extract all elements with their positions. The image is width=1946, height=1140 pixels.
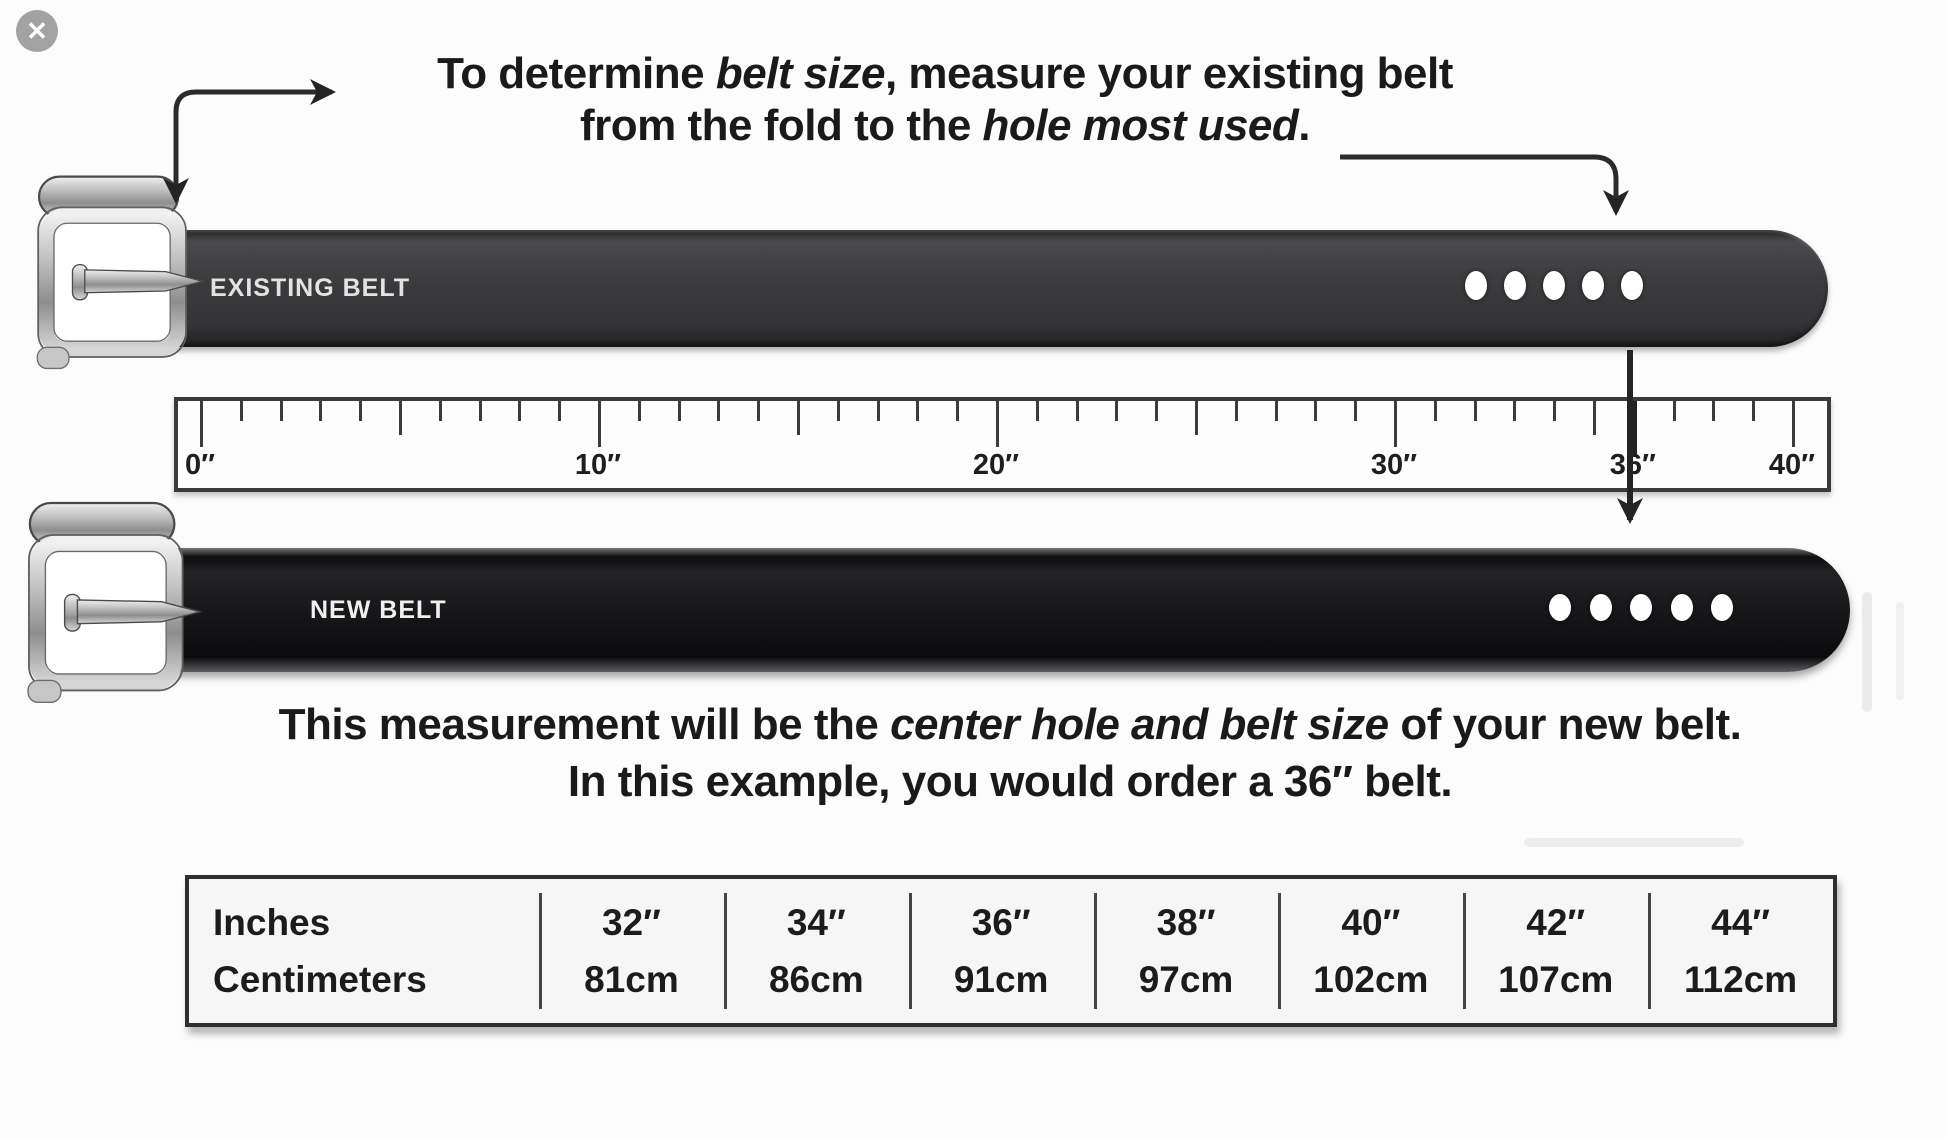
centimeters-value: 91cm	[953, 959, 1049, 1000]
instruction-segment: To determine	[437, 49, 716, 98]
size-column	[1463, 879, 1648, 1023]
belt-hole	[1671, 594, 1693, 621]
existing-belt-label: EXISTING BELT	[210, 274, 411, 302]
belt-hole	[1465, 271, 1487, 300]
existing-belt-buckle-icon	[32, 166, 208, 372]
ruler-label: 30″	[1370, 449, 1418, 481]
belt-hole	[1630, 594, 1652, 621]
ruler-tick	[678, 401, 681, 421]
inches-value: 32″	[601, 901, 661, 943]
instruction-line-1	[0, 48, 1890, 100]
ruler-tick	[1275, 401, 1278, 421]
centimeters-value: 107cm	[1498, 959, 1614, 1000]
ruler-tick	[1235, 401, 1238, 421]
ruler-tick	[1513, 401, 1516, 421]
centimeters-value: 86cm	[768, 959, 864, 1000]
ruler-tick	[1036, 401, 1039, 421]
instruction-segment: from the fold to the	[579, 100, 983, 150]
ruler-tick	[916, 401, 919, 421]
ruler-tick	[240, 401, 243, 421]
belt-hole	[1504, 271, 1526, 300]
inches-value: 34″	[786, 901, 846, 943]
ruler-tick	[359, 401, 362, 421]
ruler-tick	[717, 401, 720, 421]
ruler-tick	[558, 401, 561, 421]
inches-value: 42″	[1526, 901, 1586, 943]
ruler-label: 0″	[184, 449, 216, 481]
ruler-label: 36″	[1609, 449, 1656, 481]
ruler-tick	[399, 401, 402, 435]
ruler-tick	[1354, 401, 1357, 421]
belt-hole	[1549, 594, 1571, 621]
ruler-tick	[280, 401, 283, 421]
inches-row-label: Inches	[213, 901, 331, 943]
ruler-tick	[200, 401, 203, 447]
size-column	[1094, 879, 1279, 1023]
size-column	[1278, 879, 1463, 1023]
ruler-tick	[877, 401, 880, 421]
belt-tip	[37, 347, 69, 368]
instruction-text	[0, 48, 1890, 152]
inches-value: 38″	[1156, 901, 1216, 943]
belt-tip	[28, 680, 61, 702]
ruler-tick	[757, 401, 760, 421]
centimeters-value: 97cm	[1138, 959, 1234, 1000]
ruler-tick	[956, 401, 959, 421]
hole-most-used-arrow	[1340, 157, 1616, 212]
ruler-tick	[837, 401, 840, 421]
ruler-tick	[598, 401, 601, 447]
existing-belt	[150, 230, 1828, 347]
image-artifact	[1862, 592, 1872, 712]
ruler-tick	[1553, 401, 1556, 421]
instruction-segment: .	[1298, 100, 1310, 150]
inches-value: 44″	[1711, 901, 1771, 943]
size-table	[185, 875, 1837, 1027]
belt-hole	[1711, 594, 1733, 621]
existing-belt-holes	[150, 230, 1828, 347]
inches-value: 40″	[1341, 901, 1401, 943]
ruler-tick	[1593, 401, 1596, 435]
ruler-tick	[479, 401, 482, 421]
belt-hole	[1582, 271, 1604, 300]
ruler-tick	[1712, 401, 1715, 421]
result-line-2: In this example, you would order a 36″ belt.	[567, 757, 1453, 807]
ruler-tick	[1792, 401, 1795, 447]
instruction-line-2	[0, 100, 1890, 152]
ruler-tick	[1474, 401, 1477, 421]
new-belt-label: NEW BELT	[310, 595, 447, 624]
inches-value: 36″	[971, 901, 1031, 943]
image-artifact	[1896, 602, 1904, 700]
ruler-tick	[1195, 401, 1198, 435]
ruler-tick	[1115, 401, 1118, 421]
ruler-tick	[1673, 401, 1676, 421]
ruler-tick	[1155, 401, 1158, 421]
result-segment: This measurement will be the	[278, 700, 891, 749]
belt-hole	[1590, 594, 1612, 621]
size-column	[1648, 879, 1833, 1023]
size-column	[539, 879, 724, 1023]
table-columns	[539, 879, 1833, 1023]
instruction-emphasis: belt size	[715, 49, 885, 98]
table-row-labels	[189, 879, 539, 1023]
ruler-label: 20″	[972, 449, 1020, 481]
result-segment: of your new belt.	[1388, 700, 1742, 749]
result-text	[70, 696, 1946, 810]
ruler-tick	[1434, 401, 1437, 421]
image-artifact	[1524, 838, 1744, 847]
new-belt-holes	[150, 548, 1850, 672]
belt-hole	[1621, 271, 1643, 300]
ruler-label: 40″	[1768, 449, 1816, 481]
size-column	[909, 879, 1094, 1023]
centimeters-row-label: Centimeters	[213, 959, 427, 1000]
size-column	[724, 879, 909, 1023]
result-emphasis: center hole and belt size	[890, 700, 1389, 749]
ruler-label: 10″	[574, 449, 622, 481]
new-belt-buckle-icon	[22, 492, 206, 706]
instruction-emphasis: hole most used	[982, 100, 1299, 150]
centimeters-value: 112cm	[1684, 959, 1798, 1000]
ruler-tick	[797, 401, 800, 435]
instruction-segment: , measure your existing belt	[884, 49, 1453, 98]
result-line-1	[70, 696, 1946, 753]
ruler-tick	[439, 401, 442, 421]
close-button[interactable]	[16, 10, 58, 52]
belt-hole	[1543, 271, 1565, 300]
centimeters-value: 81cm	[584, 959, 679, 1000]
new-belt	[150, 548, 1850, 672]
ruler-tick	[1394, 401, 1397, 447]
ruler-tick	[996, 401, 999, 447]
close-icon: ✕	[26, 16, 48, 46]
ruler-tick	[319, 401, 322, 421]
ruler	[174, 397, 1831, 492]
ruler-tick	[518, 401, 521, 421]
ruler-tick	[1752, 401, 1755, 421]
ruler-tick	[638, 401, 641, 421]
centimeters-value: 102cm	[1313, 959, 1429, 1000]
ruler-tick	[1076, 401, 1079, 421]
ruler-tick	[1314, 401, 1317, 421]
